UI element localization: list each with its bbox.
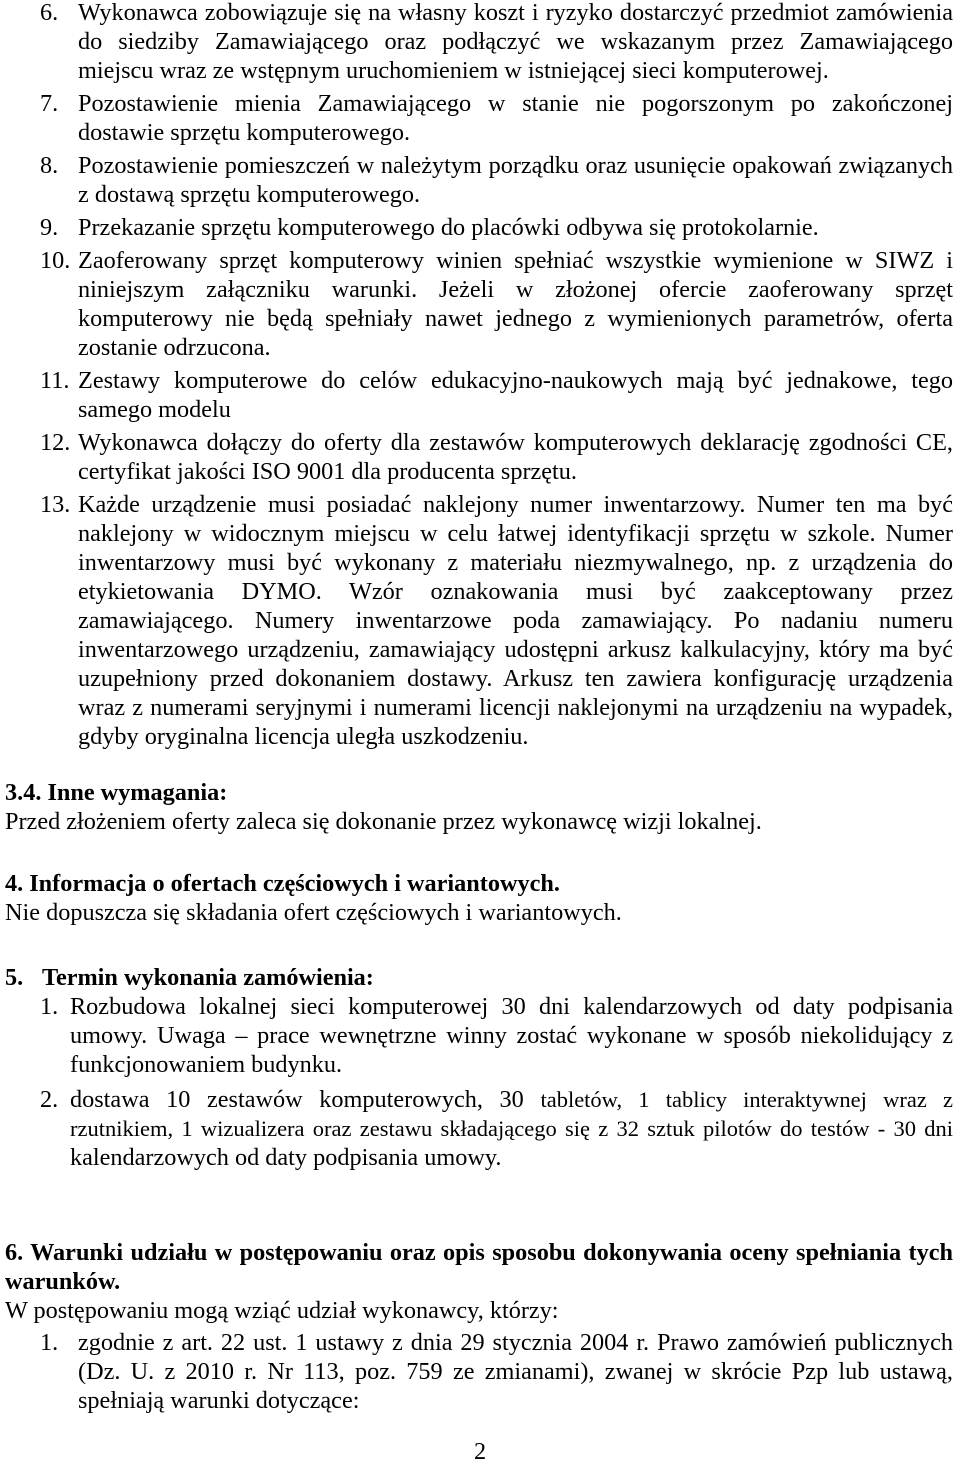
list-item-text: zgodnie z art. 22 ust. 1 ustawy z dnia 29 stycznia 2004 r. Prawo zamówień publicznych (Dz. U. z 2010 r. Nr 113, poz. 759 ze zmianami), zwanej w skrócie Pzp lub ustawą, spełniają warunki dotyczące:: [78, 1329, 953, 1414]
list-item-number: 9.: [40, 214, 59, 241]
section-heading: [0, 963, 953, 992]
section-text: W postępowaniu mogą wziąć udział wykonawcy, którzy:: [5, 1297, 559, 1324]
section-heading: [0, 1238, 953, 1296]
list-item-number: 11.: [40, 367, 70, 394]
list-item-text: Zestawy komputerowe do celów edukacyjno-naukowych mają być jednakowe, tego samego modelu: [78, 367, 953, 423]
section-participation-conditions: [0, 1238, 953, 1415]
list-item: [0, 0, 953, 85]
list-item-number: 1.: [40, 993, 59, 1020]
list-item: [0, 1328, 953, 1415]
list-item-number: 8.: [40, 152, 59, 179]
section-partial-offers: [0, 869, 953, 927]
section-heading: [0, 869, 953, 898]
section-number: 4.: [5, 870, 24, 897]
list-item: [0, 213, 953, 242]
list-item: [0, 992, 953, 1079]
section-number: 3.4.: [5, 779, 42, 806]
section-number: 6.: [5, 1239, 24, 1266]
list-item-text: Pozostawienie mienia Zamawiającego w stanie nie pogorszonym po zakończonej dostawie sprzętu komputerowego.: [78, 90, 953, 146]
section-heading: [0, 778, 953, 807]
list-item-text: Wykonawca dołączy do oferty dla zestawów komputerowych deklarację zgodności CE, certyfikat jakości ISO 9001 dla producenta sprzętu.: [78, 429, 953, 485]
list-item: [0, 151, 953, 209]
list-item-text: Zaoferowany sprzęt komputerowy winien spełniać wszystkie wymienione w SIWZ i niniejszym załączniku warunki. Jeżeli w złożonej ofercie zaoferowany sprzęt komputerowy nie będą spełniały nawet jednego z wymienionych parametrów, oferta zostanie odrzucona.: [78, 247, 953, 361]
section-text: Przed złożeniem oferty zaleca się dokonanie przez wykonawcę wizji lokalnej.: [5, 808, 762, 835]
section-deadline: [0, 963, 953, 1172]
section-title: Inne wymagania:: [47, 779, 228, 806]
list-item: [0, 366, 953, 424]
list-item-text: Rozbudowa lokalnej sieci komputerowej 30 dni kalendarzowych od daty podpisania umowy. Uwaga – prace wewnętrzne winny zostać wykonane w sposób niekolidujący z funkcjonowaniem budynku.: [70, 993, 953, 1078]
list-item-text: Przekazanie sprzętu komputerowego do placówki odbywa się protokolarnie.: [78, 214, 819, 241]
section-title: Informacja o ofertach częściowych i wariantowych.: [29, 870, 560, 897]
list-item-number: 10.: [40, 247, 71, 274]
list-item: [0, 490, 953, 751]
list-item: [0, 1085, 953, 1172]
list-item-number: 6.: [40, 0, 59, 26]
section-title: Termin wykonania zamówienia:: [42, 964, 374, 991]
list-item-number: 12.: [40, 429, 71, 456]
list-item-number: 2.: [40, 1086, 59, 1113]
list-item-text-small: tabletów, 1 tablicy interaktywnej wraz z rzutnikiem, 1 wizualizera oraz zestawu składającego się z 32 sztuk pilotów do testów - 30 dni: [70, 1087, 954, 1141]
list-item-number: 7.: [40, 90, 59, 117]
list-item-text: Każde urządzenie musi posiadać naklejony numer inwentarzowy. Numer ten ma być naklejony w widocznym miejscu w celu łatwej identyfikacji sprzętu w szkole. Numer inwentarzowy musi być wykonany z materiału niezmywalnego, np. z urządzenia do etykietowania DYMO. Wzór oznakowania musi być zaakceptowany przez zamawiającego. Numery inwentarzowe poda zamawiający. Po nadaniu numeru inwentarzowego urządzeniu, zamawiający udostępni arkusz kalkulacyjny, który ma być uzupełniony przed dokonaniem dostawy. Arkusz ten zawiera konfigurację urządzenia wraz z numerami seryjnymi i numerami licencji naklejonymi na urządzeniu na wypadek, gdyby oryginalna licencja uległa uszkodzeniu.: [78, 491, 953, 750]
list-item-number: 13.: [40, 491, 71, 518]
section-number: 5.: [5, 964, 24, 991]
list-item-text: Pozostawienie pomieszczeń w należytym porządku oraz usunięcie opakowań związanych z dostawą sprzętu komputerowego.: [78, 152, 953, 208]
list-item-number: 1.: [40, 1329, 59, 1356]
list-item: [0, 246, 953, 362]
list-item-text: Wykonawca zobowiązuje się na własny koszt i ryzyko dostarczyć przedmiot zamówienia do siedziby Zamawiającego oraz podłączyć we wskazanym przez Zamawiającego miejscu wraz ze wstępnym uruchomieniem w istniejącej sieci komputerowej.: [78, 0, 953, 84]
section-other-requirements: [0, 778, 953, 836]
list-item-text: [70, 1085, 953, 1172]
list-item-text-start: dostawa 10 zestawów komputerowych, 30: [70, 1086, 541, 1113]
page-number: 2: [473, 1438, 487, 1465]
list-item: [0, 428, 953, 486]
list-item-text-end: kalendarzowych od daty podpisania umowy.: [70, 1144, 502, 1171]
list-item: [0, 89, 953, 147]
section-text: Nie dopuszcza się składania ofert częściowych i wariantowych.: [5, 899, 622, 926]
section-title: Warunki udziału w postępowaniu oraz opis sposobu dokonywania oceny spełniania tych warunków.: [5, 1239, 953, 1295]
